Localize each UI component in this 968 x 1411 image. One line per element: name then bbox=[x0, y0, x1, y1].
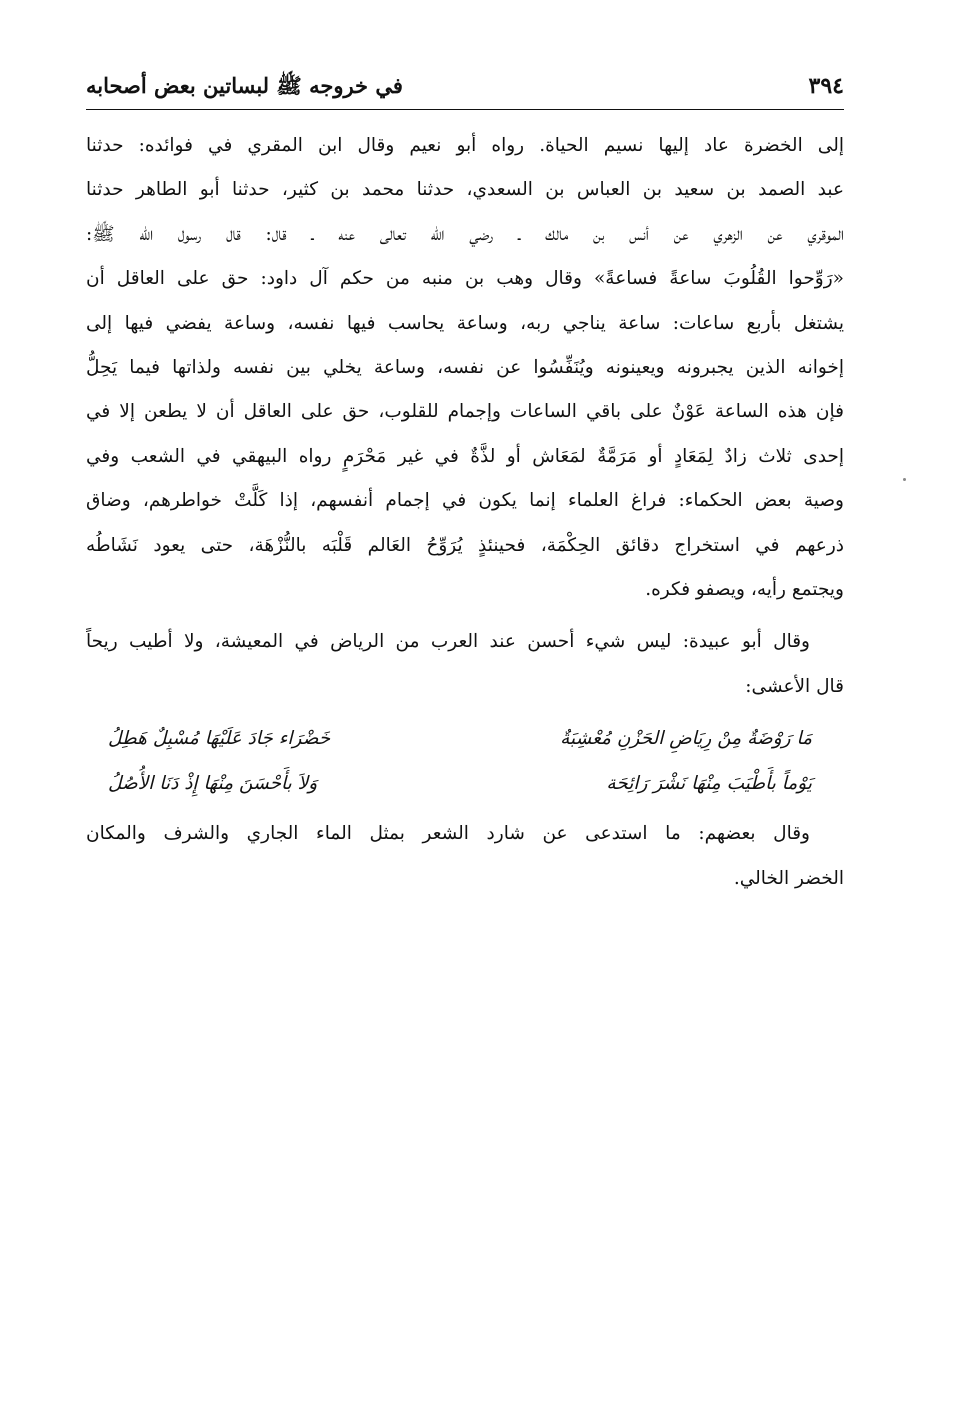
verse-first-hemistich: يَوْماً بأَطْيَبَ مِنْهَا نَشْرَ رَائِحَة bbox=[606, 772, 812, 794]
verse-second-hemistich: خَضْرَاء جَادَ عَلَيْهَا مُسْبِلٌ هَطِلُ bbox=[108, 728, 331, 750]
running-header bbox=[86, 68, 844, 108]
text-line: وصية بعض الحكماء: فراغ العلماء إنما يكون في إجمام أنفسهم، إذا كَلَّتْ خواطرهم، وضاق bbox=[86, 490, 844, 512]
text-line: إلى الخضرة عاد إليها نسيم الحياة. رواه أبو نعيم وقال ابن المقري في فوائده: حدثنا bbox=[86, 135, 844, 156]
verse-line bbox=[86, 762, 844, 806]
text-line: «رَوِّحوا القُلُوبَ ساعةً فساعةً» وقال وهب بن منبه من حكم آل داود: حق على العاقل أن bbox=[86, 268, 844, 290]
header-divider bbox=[86, 109, 844, 110]
text-line: وقال أبو عبيدة: ليس شيء أحسن عند العرب من الرياض في المعيشة، ولا أطيب ريحاً bbox=[86, 631, 810, 653]
verse-first-hemistich: مَا رَوْضَةٌ مِنْ رِيَاضِ الحَزْنِ مُعْشِبَةٌ bbox=[560, 728, 812, 750]
text-line: إحدى ثلاث زادٌ لِمَعَادٍ أو مَرَمَّةٌ لمَعَاش أو لذَّةٌ في غير مَحْرَمٍ رواه البيهقي في الشعب وفي bbox=[86, 445, 844, 467]
text-line: عبد الصمد بن سعيد بن العباس بن السعدي، حدثنا محمد بن كثير، حدثنا أبو الطاهر حدثنا bbox=[86, 179, 844, 201]
text-line: ويجتمع رأيه، ويصفو فكره. bbox=[645, 579, 844, 601]
verse-second-hemistich: وَلاَ بأَحْسَنَ مِنْهَا إِذْ دَنَا الأُصُلُ bbox=[108, 772, 318, 794]
text-line: الخضر الخالي. bbox=[733, 867, 844, 889]
paragraph-2 bbox=[86, 620, 844, 709]
page-number: ٣٩٤ bbox=[808, 73, 844, 99]
chapter-title: في خروجه ﷺ لبساتين بعض أصحابه bbox=[86, 73, 403, 98]
scan-speck bbox=[903, 478, 906, 481]
poem bbox=[86, 717, 844, 806]
text-line: إخوانه الذين يجبرونه ويعينونه ويُنَفِّسُوا عن نفسه، وساعة يخلي بين نفسه ولذاتها فيما يَحِلُّ bbox=[86, 357, 844, 379]
text-line: قال الأعشى: bbox=[745, 675, 844, 697]
paragraph-3 bbox=[86, 812, 844, 901]
text-line: يشتغل بأربع ساعات: ساعة يناجي ربه، وساعة يحاسب فيها نفسه، وساعة يفضي فيها إلى bbox=[86, 312, 844, 334]
text-line: فإن هذه الساعة عَوْنٌ على باقي الساعات وإجمام للقلوب، حق على العاقل أن لا يطعن إلا في bbox=[86, 401, 844, 423]
page-body bbox=[86, 124, 844, 909]
verse-line bbox=[86, 717, 844, 761]
text-line: وقال بعضهم: ما استدعى عن شارد الشعر بمثل الماء الجاري والشرف والمكان bbox=[86, 823, 810, 845]
text-line: ذرعهم في استخراج دقائق الحِكْمَة، فحينئذٍ يُرَوِّحُ العَالم قَلْبَه بالنُّزْهَة، حتى يعود نَشَاطُه bbox=[86, 534, 844, 556]
text-line: الموقري عن الزهري عن أنس بن مالك ـ رضي الله تعالى عنه ـ قال: قال رسول الله ﷺ: bbox=[86, 223, 844, 245]
paragraph-1 bbox=[86, 124, 844, 612]
